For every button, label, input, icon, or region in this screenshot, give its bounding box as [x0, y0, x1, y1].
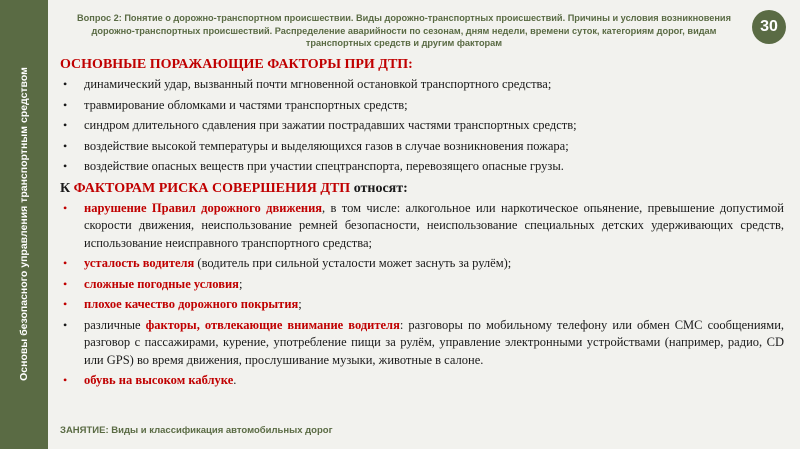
item-lead: различные	[84, 317, 146, 332]
bullet-icon: •	[63, 317, 68, 332]
slide-footer: ЗАНЯТИЕ: Виды и классификация автомобильных дорог	[60, 425, 333, 436]
slide-content	[60, 55, 784, 393]
list-item-text: травмирование обломками и частями транспортных средств;	[84, 97, 408, 112]
item-text: (водитель при сильной усталости может заснуть за рулём);	[194, 256, 512, 270]
list-item-text: динамический удар, вызванный почти мгновенной остановкой транспортного средства;	[84, 77, 552, 91]
item-highlight: сложные погодные условия	[84, 276, 239, 291]
list-item	[60, 317, 784, 370]
bullet-icon: •	[63, 297, 68, 311]
list-item-text: воздействие высокой температуры и выделяющихся газов в случае возникновения пожара;	[84, 138, 569, 153]
sidebar-title: Основы безопасного управления транспортным средством	[18, 67, 30, 381]
item-highlight: факторы, отвлекающие внимание водителя	[145, 317, 400, 332]
list-item	[60, 255, 784, 273]
item-text: ;	[298, 297, 302, 311]
list-item	[60, 117, 784, 135]
item-text: ;	[238, 276, 243, 291]
list-item	[60, 372, 784, 390]
slide-header: Вопрос 2: Понятие о дорожно-транспортном происшествии. Виды дорожно-транспортных происшествий. Причины и условия возникновения дорожно-транспортных происшествий. Распределение аварийности по сезонам, дням недели, времени суток, категориям дорог, видам транспортных средств и другим факторам	[77, 13, 731, 48]
item-text: : разговоры по мобильному телефону или обмен СМС сообщениями, разговор с пассажирами, курение, употребление пищи за рулём, управление электронными устройствами (например, радио, CD или GPS) во время движения, прослушивание музыки, животные в салоне.	[84, 317, 785, 367]
bullet-icon: •	[63, 200, 68, 215]
heading-suffix: относят:	[350, 180, 408, 196]
bullet-icon: •	[63, 97, 68, 112]
section-heading-risk-factors	[60, 179, 784, 198]
bullet-icon: •	[63, 159, 68, 173]
section-heading-damaging-factors: ОСНОВНЫЕ ПОРАЖАЮЩИЕ ФАКТОРЫ ПРИ ДТП:	[60, 57, 413, 72]
list-item	[60, 296, 784, 314]
list-item-text: синдром длительного сдавления при зажатии пострадавших частями транспортных средств;	[84, 118, 577, 132]
list-item	[60, 200, 784, 253]
sidebar	[0, 0, 48, 449]
item-highlight: нарушение Правил дорожного движения	[84, 200, 323, 215]
heading-prefix: К	[60, 180, 74, 196]
item-text: .	[233, 373, 237, 387]
item-highlight: усталость водителя	[84, 256, 195, 270]
list-item	[60, 138, 784, 156]
list-item	[60, 158, 784, 176]
item-text: , в том числе: алкогольное или наркотическое опьянение, превышение допустимой скорости движения, неиспользование ремней безопасности, неиспользование специальных детских удерживающих средств, использование неисправного транспортного средства;	[84, 200, 784, 250]
list-item	[60, 276, 784, 294]
risk-factors-list	[60, 200, 784, 390]
bullet-icon: •	[63, 256, 68, 270]
bullet-icon: •	[63, 118, 68, 132]
item-highlight: плохое качество дорожного покрытия	[84, 297, 299, 311]
list-item	[60, 76, 784, 94]
list-item	[60, 97, 784, 115]
bullet-icon: •	[63, 77, 68, 91]
damaging-factors-list	[60, 76, 784, 176]
page-number-badge: 30	[752, 10, 786, 44]
list-item-text: воздействие опасных веществ при участии спецтранспорта, перевозящего опасные грузы.	[84, 159, 564, 173]
bullet-icon: •	[63, 276, 68, 291]
item-highlight: обувь на высоком каблуке	[84, 373, 234, 387]
heading-highlight: ФАКТОРАМ РИСКА СОВЕРШЕНИЯ ДТП	[73, 180, 351, 196]
bullet-icon: •	[63, 138, 68, 153]
bullet-icon: •	[63, 373, 68, 387]
